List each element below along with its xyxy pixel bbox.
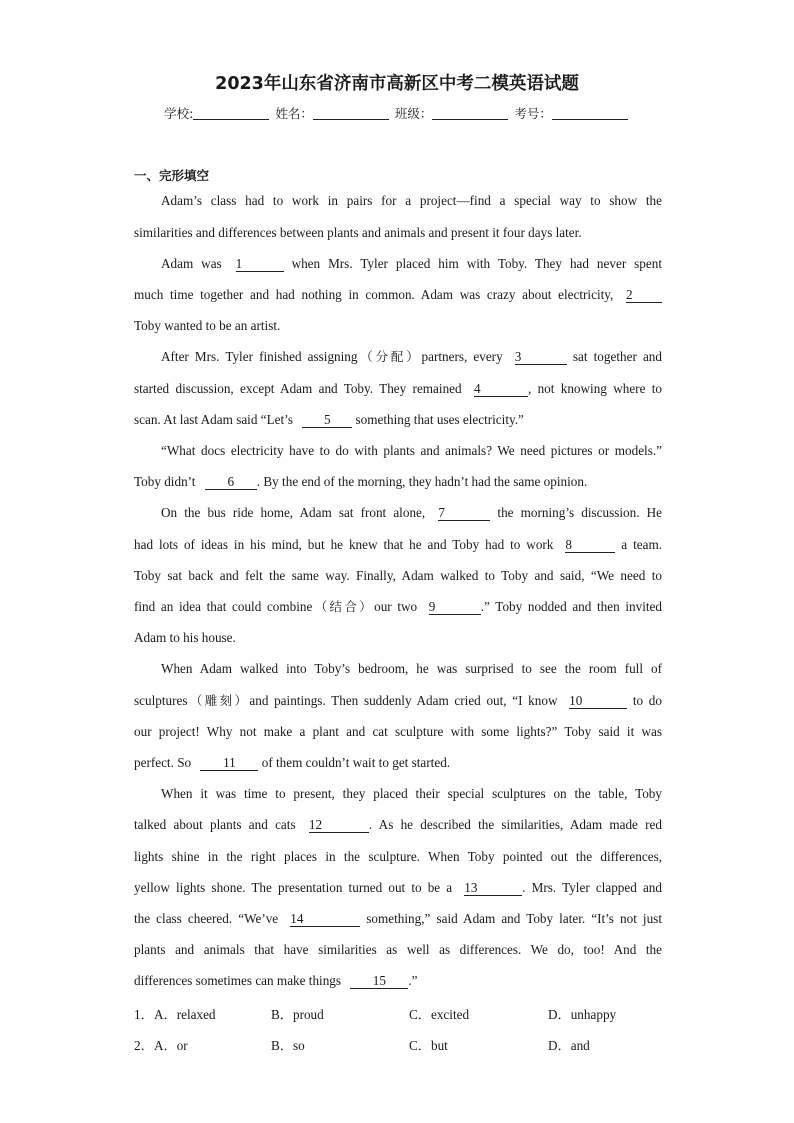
class-label: 班级： xyxy=(394,106,433,121)
blank-2[interactable]: 2 xyxy=(626,288,662,303)
blank-1[interactable]: 1 xyxy=(236,257,284,272)
passage-line: On the bus ride home, Adam sat front alone, 7 the morning’s discussion. He xyxy=(161,505,662,520)
passage-line: After Mrs. Tyler finished assigning（分配）partners, every 3 sat together and xyxy=(161,349,662,364)
passage-line: our project! Why not make a plant and cat sculpture with some lights?” Toby said it was xyxy=(134,724,662,739)
student-info-row xyxy=(0,104,794,122)
number-label: 考号： xyxy=(514,106,552,121)
blank-7[interactable]: 7 xyxy=(438,506,490,521)
question-1-option-b[interactable]: B．proud xyxy=(271,1007,324,1022)
name-blank xyxy=(313,107,389,120)
class-blank xyxy=(432,107,508,120)
page-title: 2023年山东省济南市高新区中考二模英语试题 xyxy=(215,74,579,94)
passage-line: talked about plants and cats 12 . As he described the similarities, Adam made red xyxy=(134,817,662,832)
passage-line: plants and animals that have similarities as well as differences. We do, too! And the xyxy=(134,942,662,957)
passage-line: sculptures（雕刻）and paintings. Then suddenly Adam cried out, “I know 10 to do xyxy=(134,693,662,708)
number-blank xyxy=(552,107,628,120)
blank-12[interactable]: 12 xyxy=(309,818,369,833)
question-2-option-a[interactable]: A．or xyxy=(154,1038,188,1053)
passage-line: Toby wanted to be an artist. xyxy=(134,318,281,333)
passage-line: scan. At last Adam said “Let’s 5 something that uses electricity.” xyxy=(134,412,524,427)
question-number-2: 2． xyxy=(134,1038,154,1053)
line-16-gloss-0: （雕刻） xyxy=(187,693,250,708)
blank-15[interactable]: 15 xyxy=(350,974,408,989)
blank-13[interactable]: 13 xyxy=(464,881,522,896)
question-number-1: 1． xyxy=(134,1007,154,1022)
passage-line: yellow lights shone. The presentation turned out to be a 13 . Mrs. Tyler clapped and xyxy=(134,880,662,895)
passage-line: Toby sat back and felt the same way. Finally, Adam walked to Toby and said, “We need to xyxy=(134,568,662,583)
passage-line: Toby didn’t 6 . By the end of the morning, they hadn’t had the same opinion. xyxy=(134,474,588,489)
blank-4[interactable]: 4 xyxy=(474,382,528,397)
passage-line: similarities and differences between plants and animals and present it four days later. xyxy=(134,225,582,240)
question-1-option-a[interactable]: A．relaxed xyxy=(154,1007,216,1022)
passage-line: Adam was 1 when Mrs. Tyler placed him with Toby. They had never spent xyxy=(161,256,662,271)
line-13-gloss-0: （结合） xyxy=(312,599,375,614)
passage-line: When it was time to present, they placed their special sculptures on the table, Toby xyxy=(161,786,662,801)
question-2-option-b[interactable]: B．so xyxy=(271,1038,305,1053)
blank-10[interactable]: 10 xyxy=(569,694,627,709)
passage-line: perfect. So 11 of them couldn’t wait to get started. xyxy=(134,755,451,770)
passage-line: much time together and had nothing in common. Adam was crazy about electricity, 2 xyxy=(134,286,662,304)
blank-14[interactable]: 14 xyxy=(290,912,360,927)
question-2-option-c[interactable]: C．but xyxy=(409,1038,448,1053)
passage-line: the class cheered. “We’ve 14 something,” said Adam and Toby later. “It’s not just xyxy=(134,911,662,926)
blank-8[interactable]: 8 xyxy=(565,538,615,553)
blank-6[interactable]: 6 xyxy=(205,475,257,490)
question-1-option-c[interactable]: C．excited xyxy=(409,1007,470,1022)
blank-9[interactable]: 9 xyxy=(429,600,481,615)
line-5-gloss-0: （分配） xyxy=(357,349,422,364)
passage-line: started discussion, except Adam and Toby. They remained 4 , not knowing where to xyxy=(134,381,663,396)
question-1-option-d[interactable]: D．unhappy xyxy=(548,1007,617,1022)
school-label: 学校: xyxy=(164,106,194,121)
passage-line: lights shine in the right places in the sculpture. When Toby pointed out the differences, xyxy=(134,849,662,864)
blank-3[interactable]: 3 xyxy=(515,350,567,365)
question-2-option-d[interactable]: D．and xyxy=(548,1038,590,1053)
blank-11[interactable]: 11 xyxy=(200,756,258,771)
passage-line: Adam to his house. xyxy=(134,630,236,645)
passage-line: had lots of ideas in his mind, but he knew that he and Toby had to work 8 a team. xyxy=(134,537,662,552)
section-heading: 一、完形填空 xyxy=(134,168,210,183)
name-label: 姓名： xyxy=(275,106,313,121)
passage-line: Adam’s class had to work in pairs for a project—find a special way to show the xyxy=(161,193,662,208)
passage-line: differences sometimes can make things 15 .” xyxy=(134,973,418,988)
school-blank xyxy=(193,107,269,120)
passage-line: “What docs electricity have to do with plants and animals? We need pictures or models.” xyxy=(161,443,662,458)
passage-line: When Adam walked into Toby’s bedroom, he was surprised to see the room full of xyxy=(161,661,662,676)
blank-5[interactable]: 5 xyxy=(302,413,352,428)
passage-line: find an idea that could combine（结合）our two 9 .” Toby nodded and then invited xyxy=(134,599,662,614)
